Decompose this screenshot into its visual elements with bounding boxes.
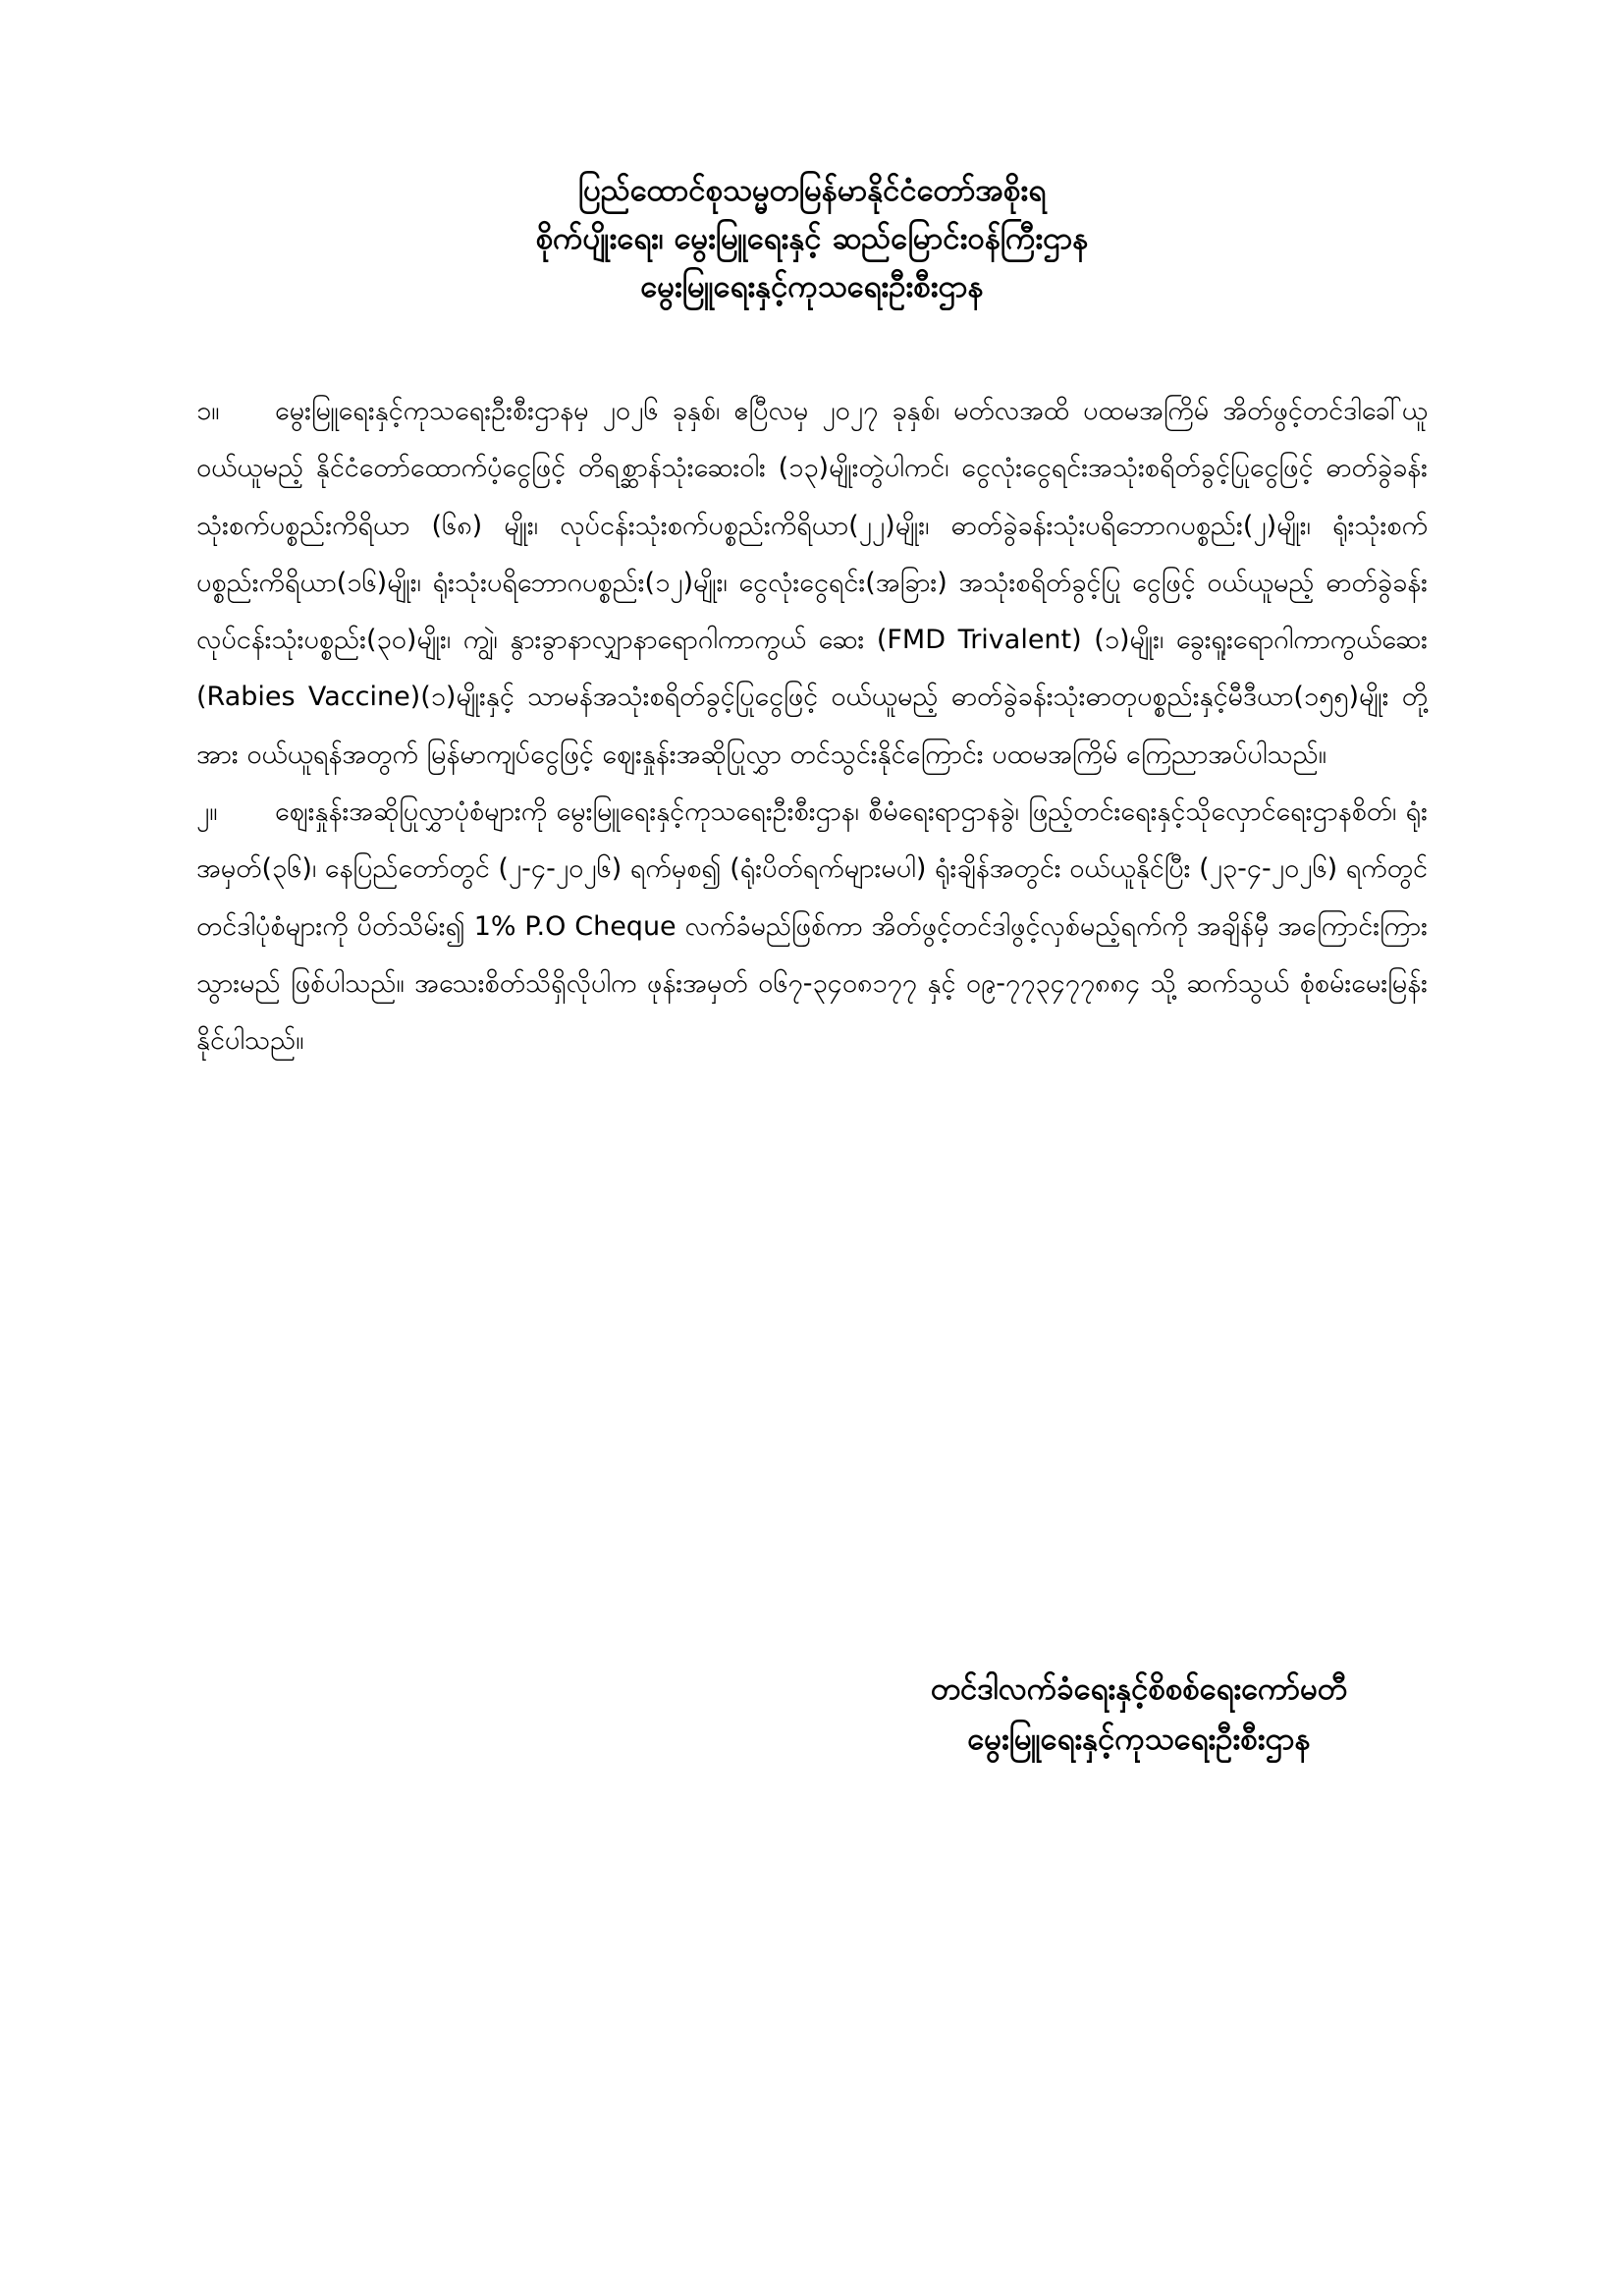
signature-department: မွေးမြူရေးနှင့်ကုသရေးဦးစီးဌာန bbox=[967, 1722, 1311, 1757]
committee-name: တင်ဒါလက်ခံရေးနှင့်စိစစ်ရေးကော်မတီ bbox=[930, 1671, 1348, 1707]
paragraph-number: ၂။ bbox=[196, 796, 218, 828]
government-title: ပြည်ထောင်စုသမ္မတမြန်မာနိုင်ငံတော်အစိုးရ bbox=[577, 173, 1047, 208]
paragraph-number: ၁။ bbox=[196, 396, 220, 426]
document-header bbox=[196, 167, 1428, 311]
paragraph-1 bbox=[196, 383, 1428, 784]
paragraph-2 bbox=[196, 784, 1428, 1069]
department-title: မွေးမြူရေးနှင့်ကုသရေးဦးစီးဌာန bbox=[640, 269, 984, 304]
document-body bbox=[196, 383, 1428, 1070]
ministry-title: စိုက်ပျိုးရေး၊ မွေးမြူရေးနှင့် ဆည်မြောင်းဝန်ကြီးဌာန bbox=[535, 221, 1089, 256]
paragraph-text: ဈေးနှုန်းအဆိုပြုလွှာပုံစံများကို မွေးမြူရေးနှင့်ကုသရေးဦးစီးဌာန၊ စီမံရေးရာဌာနခွဲ၊ ဖြည့်တင်းရေးနှင့်သိုလှောင်ရေးဌာနစိတ်၊ ရုံးအမှတ်(၃၆)၊ နေပြည်တော်တွင် (၂-၄-၂၀၂၆) ရက်မှစ၍ (ရုံးပိတ်ရက်များမပါ) ရုံးချိန်အတွင်း ဝယ်ယူနိုင်ပြီး (၂၃-၄-၂၀၂၆) ရက်တွင် တင်ဒါပုံစံများကို ပိတ်သိမ်း၍ 1% P.O Cheque လက်ခံမည်ဖြစ်ကာ အိတ်ဖွင့်တင်ဒါဖွင့်လှစ်မည့်ရက်ကို အချိန်မှီ အကြောင်းကြားသွားမည် ဖြစ်ပါသည်။ အသေးစိတ်သိရှိလိုပါက ဖုန်းအမှတ် ၀၆၇-၃၄၀၈၁၇၇ နှင့် ၀၉-၇၇၃၄၇၇၈၈၄ သို့ ဆက်သွယ် စုံစမ်းမေးမြန်းနိုင်ပါသည်။ bbox=[196, 796, 1428, 1057]
signature-block bbox=[864, 1665, 1414, 1765]
paragraph-text: မွေးမြူရေးနှင့်ကုသရေးဦးစီးဌာနမှ ၂၀၂၆ ခုနှစ်၊ ဧပြီလမှ ၂၀၂၇ ခုနှစ်၊ မတ်လအထိ ပထမအကြိမ် အိတ်ဖွင့်တင်ဒါခေါ်ယူ ဝယ်ယူမည့် နိုင်ငံတော်ထောက်ပံ့ငွေဖြင့် တိရစ္ဆာန်သုံးဆေးဝါး (၁၃)မျိုးတွဲပါကင်၊ ငွေလုံးငွေရင်းအသုံးစရိတ်ခွင့်ပြုငွေဖြင့် ဓာတ်ခွဲခန်းသုံးစက်ပစ္စည်းကိရိယာ (၆၈) မျိုး၊ လုပ်ငန်းသုံးစက်ပစ္စည်းကိရိယာ(၂၂)မျိုး၊ ဓာတ်ခွဲခန်းသုံးပရိဘောဂပစ္စည်း(၂)မျိုး၊ ရုံးသုံးစက် ပစ္စည်းကိရိယာ(၁၆)မျိုး၊ ရုံးသုံးပရိဘောဂပစ္စည်း(၁၂)မျိုး၊ ငွေလုံးငွေရင်း(အခြား) အသုံးစရိတ်ခွင့်ပြု ငွေဖြင့် ဝယ်ယူမည့် ဓာတ်ခွဲခန်းလုပ်ငန်းသုံးပစ္စည်း(၃၀)မျိုး၊ ကျွဲ၊ နွားခွာနာလျှာနာရောဂါကာကွယ် ဆေး (FMD Trivalent) (၁)မျိုး၊ ခွေးရူးရောဂါကာကွယ်ဆေး (Rabies Vaccine)(၁)မျိုးနှင့် သာမန်အသုံးစရိတ်ခွင့်ပြုငွေဖြင့် ဝယ်ယူမည့် ဓာတ်ခွဲခန်းသုံးဓာတုပစ္စည်းနှင့်မီဒီယာ(၁၅၅)မျိုး တို့အား ဝယ်ယူရန်အတွက် မြန်မာကျပ်ငွေဖြင့် ဈေးနှုန်းအဆိုပြုလွှာ တင်သွင်းနိုင်ကြောင်း ပထမအကြိမ် ကြေညာအပ်ပါသည်။ bbox=[196, 396, 1428, 770]
